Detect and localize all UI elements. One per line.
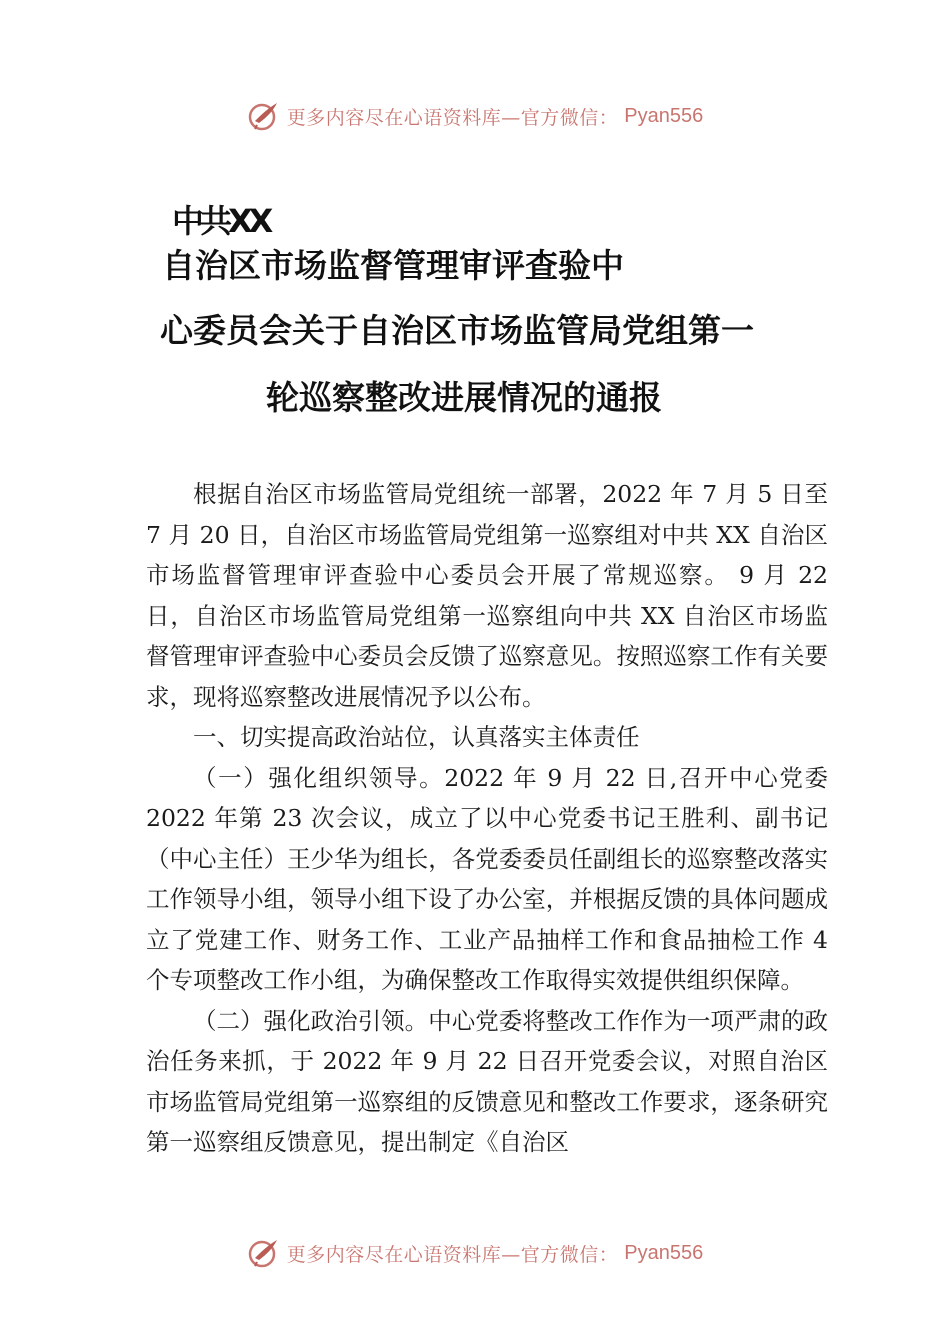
title-line-2: 心委员会关于自治区市场监管局党组第一 [160, 311, 754, 350]
watermark-footer [0, 1233, 950, 1273]
document-body [146, 474, 828, 1163]
watermark-text: 更多内容尽在心语资料库—官方微信： [286, 106, 619, 129]
paragraph-organization: （一）强化组织领导。2022 年 9 月 22 日,召开中心党委 2022 年第 23 次会议，成立了以中心党委书记王胜利、副书记（中心主任）王少华为组长，各党委委员任副组长的巡察整改落实工作领导小组，领导小组下设了办公室，并根据反馈的具体问题成立了党建工作、财务工作、工业产品抽样工作和食品抽检工作 4 个专项整改工作小组，为确保整改工作取得实效提供组织保障。 [146, 763, 828, 994]
watermark-text: 更多内容尽在心语资料库—官方微信： [286, 1243, 619, 1266]
watermark-header [0, 96, 950, 136]
paragraph-political-guidance: （二）强化政治引领。中心党委将整改工作作为一项严肃的政治任务来抓，于 2022 年 9 月 22 日召开党委会议，对照自治区市场监管局党组第一巡察组的反馈意见和整改工作要求，逐条研究第一巡察组反馈意见，提出制定《自治区 [146, 1006, 828, 1156]
title-line-1: 自治区市场监督管理审评查验中 [162, 246, 624, 285]
title-prefix: 中共XX [172, 202, 270, 240]
section-heading-1: 一、切实提高政治站位，认真落实主体责任 [193, 723, 640, 751]
quill-logo-icon [247, 99, 281, 133]
paragraph-intro: 根据自治区市场监管局党组统一部署，2022 年 7 月 5 日至 7 月 20 日，自治区市场监管局党组第一巡察组对中共 XX 自治区市场监督管理审评查验中心委员会开展了常规巡察。 9 月 22 日，自治区市场监管局党组第一巡察组向中共 XX 自治区市场监督管理审评查验中心委员会反馈了巡察意见。按照巡察工作有关要求，现将巡察整改进展情况予以公布。 [146, 480, 828, 711]
quill-logo-icon [247, 1236, 281, 1270]
watermark-wechat-id: Pyan556 [624, 1241, 704, 1264]
title-line-3: 轮巡察整改进展情况的通报 [266, 378, 662, 417]
watermark-wechat-id: Pyan556 [624, 104, 704, 127]
